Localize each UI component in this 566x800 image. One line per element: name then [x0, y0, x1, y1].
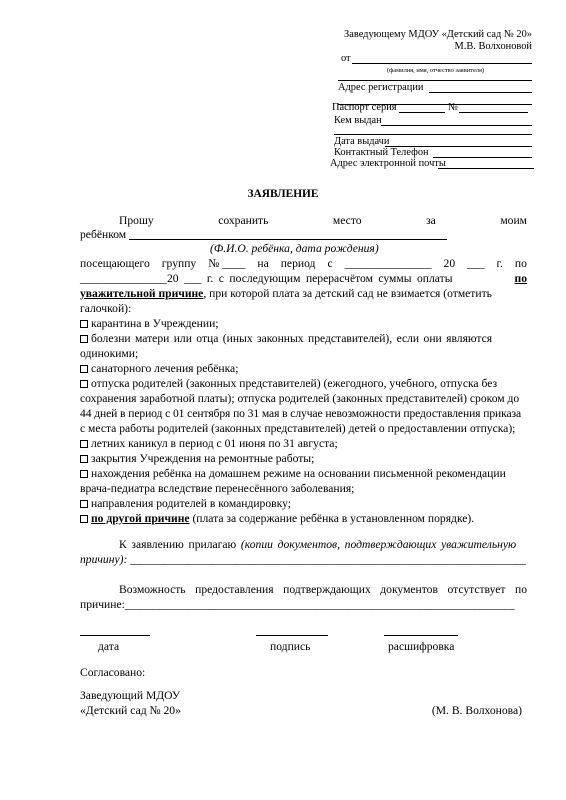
period-word: период: [280, 257, 316, 270]
issued-by-field-2[interactable]: [334, 134, 532, 135]
period-text: , при которой плата за детский сад не взимается (отметить: [203, 287, 492, 300]
address-label: Адрес регистрации: [338, 82, 424, 93]
reason-sanatorium: [80, 362, 238, 376]
request-word: за: [426, 214, 436, 227]
checkbox[interactable]: [80, 365, 88, 373]
period-text: _______________20 ___ г. с последующим перерасчётом суммы оплаты: [80, 272, 453, 285]
passport-number-field[interactable]: [459, 112, 528, 113]
period-word: группу: [161, 257, 197, 270]
reason-text: санаторного лечения ребёнка;: [91, 362, 239, 375]
decode-field[interactable]: [384, 635, 458, 636]
no-docs-word: по: [514, 583, 527, 596]
email-field[interactable]: [438, 168, 534, 169]
request-word: место: [332, 214, 362, 227]
no-docs-word: предоставления: [195, 583, 274, 596]
decode-label: расшифровка: [388, 640, 455, 653]
child-name-field[interactable]: [129, 239, 447, 240]
no-docs-word: Возможность: [119, 583, 186, 596]
passport-series-field[interactable]: [399, 112, 445, 113]
no-docs-line: [119, 583, 527, 597]
head-title-line-2: «Детский сад № 20»: [80, 704, 181, 717]
no-docs-field[interactable]: ________________________________________________________________: [124, 598, 516, 611]
reason-home-cont: врача-педиатра вследствие перенесённого заболевания;: [80, 482, 355, 495]
child-caption: (Ф.И.О. ребёнка, дата рождения): [210, 242, 379, 255]
address-field[interactable]: [429, 92, 532, 93]
checkbox[interactable]: [80, 470, 88, 478]
valid-reason-text: уважительной причине: [80, 287, 204, 300]
attachment-line: [119, 538, 527, 552]
head-title-line-1: Заведующий МДОУ: [80, 689, 181, 702]
reason-summer: [80, 437, 338, 451]
reason-text: карантина в Учреждении;: [91, 317, 219, 330]
head-name: (М. В. Волхонова): [431, 704, 522, 717]
period-word: с: [327, 257, 333, 270]
reason-trip: [80, 497, 291, 511]
reason-illness-cont: одинокими;: [80, 347, 139, 360]
from-label: от: [341, 53, 351, 64]
from-field-2[interactable]: [338, 80, 532, 81]
reason-other: [80, 512, 474, 526]
period-word: 20: [443, 257, 456, 270]
from-caption: (фамилия, имя, отчество заявителя): [387, 67, 485, 74]
checkbox[interactable]: [80, 500, 88, 508]
from-field[interactable]: [352, 63, 532, 64]
attachment-text: К заявлению прилагаю: [119, 538, 241, 551]
reason-vacation: [80, 377, 497, 391]
issued-by-label: Кем выдан: [334, 115, 382, 126]
checkbox[interactable]: [80, 455, 88, 463]
email-label: Адрес электронной почты: [330, 158, 446, 169]
group-number-field[interactable]: № ____: [208, 257, 246, 270]
no-docs-word: документов: [380, 583, 438, 596]
reason-text: болезни матери или отца (иных законных представителей), если они являются: [91, 332, 493, 345]
start-date-field[interactable]: _______________: [344, 257, 432, 270]
signature-label: подпись: [270, 640, 311, 653]
request-word: сохранить: [218, 214, 269, 227]
checkbox[interactable]: [80, 515, 88, 523]
other-reason-text: по другой причине: [91, 512, 190, 525]
period-line-4: галочкой):: [80, 302, 132, 315]
reason-vacation-cont: с места работы родителей (законных представителей) детей о предоставлении отпуска);: [80, 422, 516, 435]
valid-reason-text: по: [514, 272, 527, 285]
signature-field[interactable]: [256, 635, 328, 636]
issue-date-label: Дата выдачи: [334, 136, 390, 147]
attachment-field[interactable]: __________________________________________________________________: [130, 553, 527, 566]
date-field[interactable]: [80, 635, 150, 636]
passport-number-label: №: [448, 102, 458, 113]
reason-repair: [80, 452, 314, 466]
request-line: [119, 214, 527, 228]
checkbox[interactable]: [80, 440, 88, 448]
date-label: дата: [98, 640, 120, 653]
no-docs-prefix: причине:: [80, 598, 125, 611]
period-word: по: [514, 257, 527, 270]
recipient-line-1: Заведующему МДОУ «Детский сад № 20»: [344, 29, 532, 40]
reason-text: направления родителей в командировку;: [91, 497, 291, 510]
checkbox[interactable]: [80, 380, 88, 388]
reason-vacation-cont: 44 дней в период с 01 сентября по 31 мая в случае невозможности предоставления приказа: [80, 407, 522, 420]
reason-illness: [80, 332, 527, 346]
reason-vacation-cont: сохранения заработной платы); отпуска родителей (законных представителей) сроком до: [80, 392, 520, 405]
no-docs-word: подтверждающих: [283, 583, 371, 596]
no-docs-line-2: [80, 598, 515, 612]
no-docs-word: отсутствует: [447, 583, 506, 596]
issued-by-field[interactable]: [381, 125, 532, 126]
request-word: моим: [500, 214, 527, 227]
reason-text: нахождения ребёнка на домашнем режиме на основании письменной рекомендации: [91, 467, 506, 480]
document-title: ЗАЯВЛЕНИЕ: [247, 188, 319, 200]
checkbox[interactable]: [80, 335, 88, 343]
reason-text: (плата за содержание ребёнка в установленном порядке).: [189, 512, 475, 525]
period-line: [80, 257, 527, 271]
phone-label: Контактный Телефон: [334, 147, 429, 158]
period-word: на: [257, 257, 269, 270]
period-line-3: [80, 287, 492, 301]
phone-field[interactable]: [433, 157, 532, 158]
attachment-caption: (копии документов, подтверждающих уважительную: [240, 538, 517, 551]
approval-label: Согласовано:: [80, 666, 146, 679]
child-label: ребёнком: [80, 228, 127, 241]
reason-quarantine: [80, 317, 219, 331]
reason-home: [80, 467, 506, 481]
request-word: Прошу: [119, 214, 154, 227]
recipient-line-2: М.В. Волхоновой: [454, 41, 532, 52]
start-year-field[interactable]: ___: [467, 257, 485, 270]
reason-text: закрытия Учреждения на ремонтные работы;: [91, 452, 315, 465]
period-word: г.: [496, 257, 503, 270]
attachment-line-2: [80, 553, 526, 567]
reason-text: летних каникул в период с 01 июня по 31 августа;: [91, 437, 338, 450]
attachment-caption: причину):: [80, 553, 131, 566]
period-word: посещающего: [80, 257, 150, 270]
passport-label: Паспорт серия: [332, 102, 397, 113]
period-line-2: [80, 272, 527, 286]
checkbox[interactable]: [80, 320, 88, 328]
reason-text: отпуска родителей (законных представителей) (ежегодного, учебного, отпуска без: [91, 377, 498, 390]
